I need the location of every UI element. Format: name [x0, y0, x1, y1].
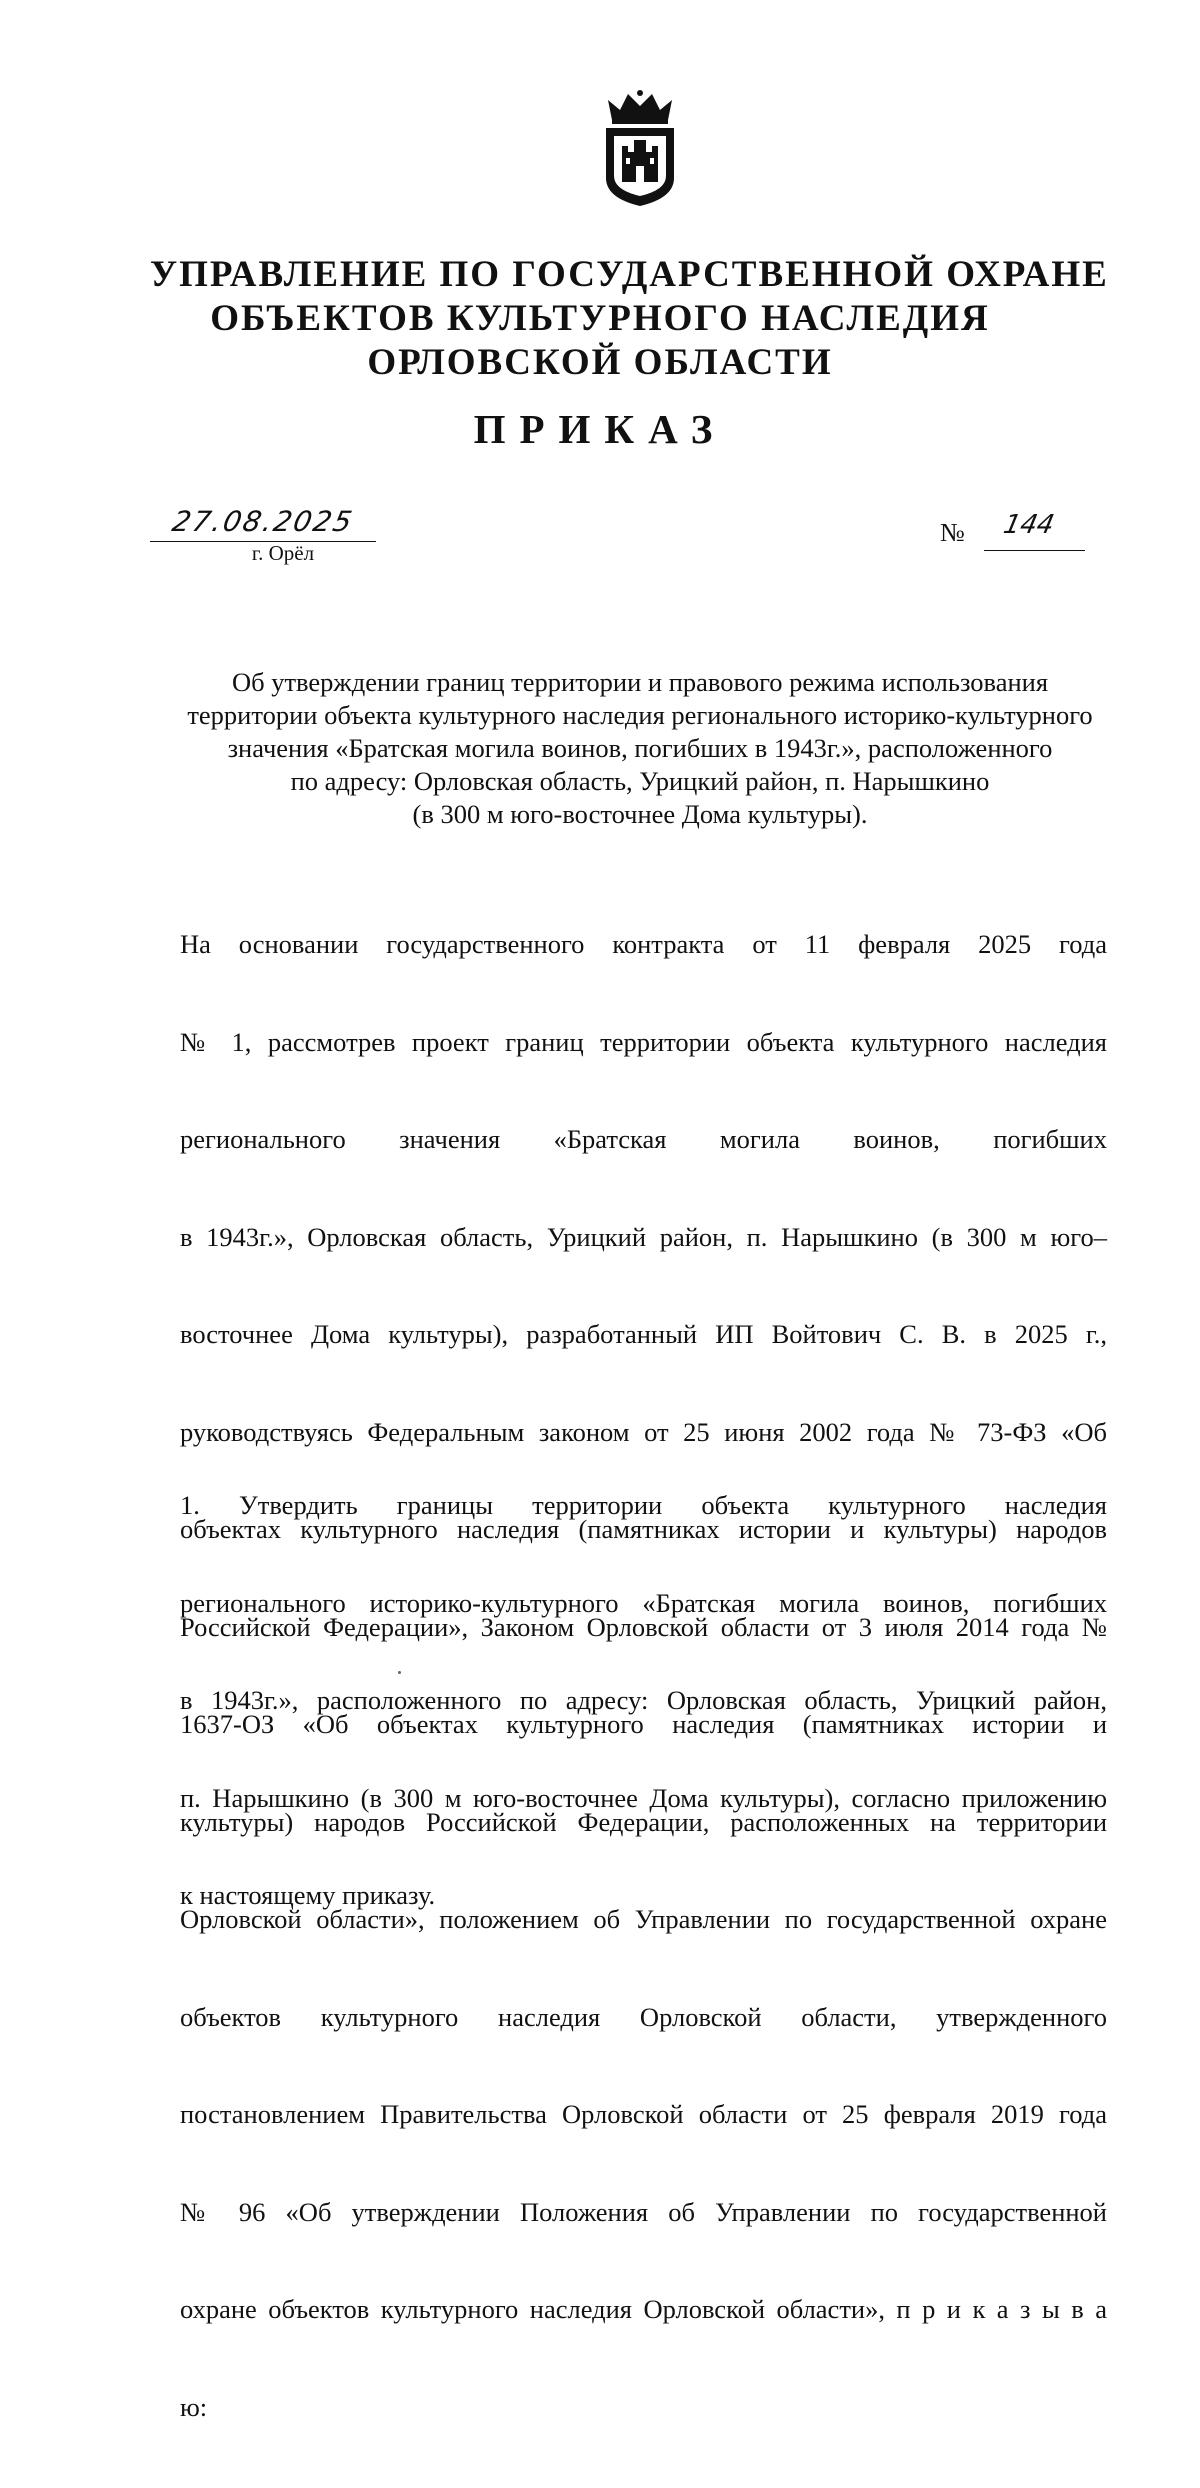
preamble-line: восточнее Дома культуры), разработанный ИП Войтович С. В. в 2025 г., [180, 1319, 1107, 1349]
item-line: 1. Утвердить границы территории объекта культурного наследия [180, 1490, 1107, 1520]
header-line: ОРЛОВСКОЙ ОБЛАСТИ [367, 342, 833, 383]
preamble-line: объектов культурного наследия Орловской области, утвержденного [180, 2001, 1107, 2032]
preamble-line: Российской Федерации», Законом Орловской области от 3 июля 2014 года № [180, 1611, 1107, 1642]
number-underline [984, 550, 1085, 551]
handwritten-number: 144 [1000, 510, 1057, 540]
preamble-line: постановлением Правительства Орловской области от 25 февраля 2019 года [180, 2099, 1107, 2129]
title-line: территории объекта культурного наследия регионального историко-культурного [187, 700, 1093, 730]
preamble-line: Орловской области», положением об Управлении по государственной охране [180, 1904, 1107, 1934]
preamble-line: объектах культурного наследия (памятниках истории и культуры) народов [180, 1514, 1107, 1544]
scan-speck [398, 1671, 401, 1674]
preamble-line: № 1, рассмотрев проект границ территории объекта культурного наследия [180, 1026, 1107, 1057]
header-line: УПРАВЛЕНИЕ ПО ГОСУДАРСТВЕННОЙ ОХРАНЕ [150, 254, 1109, 295]
preamble-line: в 1943г.», Орловская область, Урицкий район, п. Нарышкино (в 300 м юго– [180, 1221, 1107, 1252]
city-label: г. Орёл [251, 541, 315, 565]
document-number-block [940, 510, 1085, 558]
coat-of-arms-icon [598, 90, 682, 208]
header-line: ОБЪЕКТОВ КУЛЬТУРНОГО НАСЛЕДИЯ [210, 298, 990, 339]
preamble-line: руководствуясь Федеральным законом от 25 июня 2002 года № 73-ФЗ «Об [180, 1416, 1107, 1447]
item-line: в 1943г.», расположенного по адресу: Орловская область, Урицкий район, [180, 1685, 1107, 1715]
preamble-line: № 96 «Об утверждении Положения об Управлении по государственной [180, 2196, 1107, 2227]
preamble-line: ю: [180, 2391, 208, 2422]
preamble-line: 1637-ОЗ «Об объектах культурного наследия (памятниках истории и [180, 1709, 1107, 1739]
item-line: п. Нарышкино (в 300 м юго-восточнее Дома культуры), согласно приложению [180, 1782, 1107, 1813]
date-block [150, 505, 376, 564]
document-title [170, 666, 1110, 831]
preamble-line: охране объектов культурного наследия Орловской области», п р и к а з ы в а [180, 2294, 1107, 2324]
title-line: Об утверждении границ территории и правового режима использования [231, 667, 1049, 697]
handwritten-date: 27.08.2025 [169, 505, 357, 538]
number-label: № [940, 518, 965, 547]
title-line: (в 300 м юго-восточнее Дома культуры). [412, 799, 868, 829]
item-line: регионального историко-культурного «Братская могила воинов, погибших [180, 1587, 1107, 1618]
title-line: по адресу: Орловская область, Урицкий район, п. Нарышкино [290, 766, 990, 796]
preamble-line: На основании государственного контракта от 11 февраля 2025 года [180, 929, 1107, 959]
order-item-1 [180, 1424, 1107, 1977]
preamble-line: культуры) народов Российской Федерации, расположенных на территории [180, 1806, 1107, 1837]
item-line: к настоящему приказу. [180, 1880, 436, 1910]
document-type: ПРИКАЗ [473, 406, 727, 452]
organization-header [150, 253, 1109, 385]
preamble-line: регионального значения «Братская могила воинов, погибших [180, 1124, 1107, 1154]
title-line: значения «Братская могила воинов, погибших в 1943г.», расположенного [227, 733, 1053, 763]
